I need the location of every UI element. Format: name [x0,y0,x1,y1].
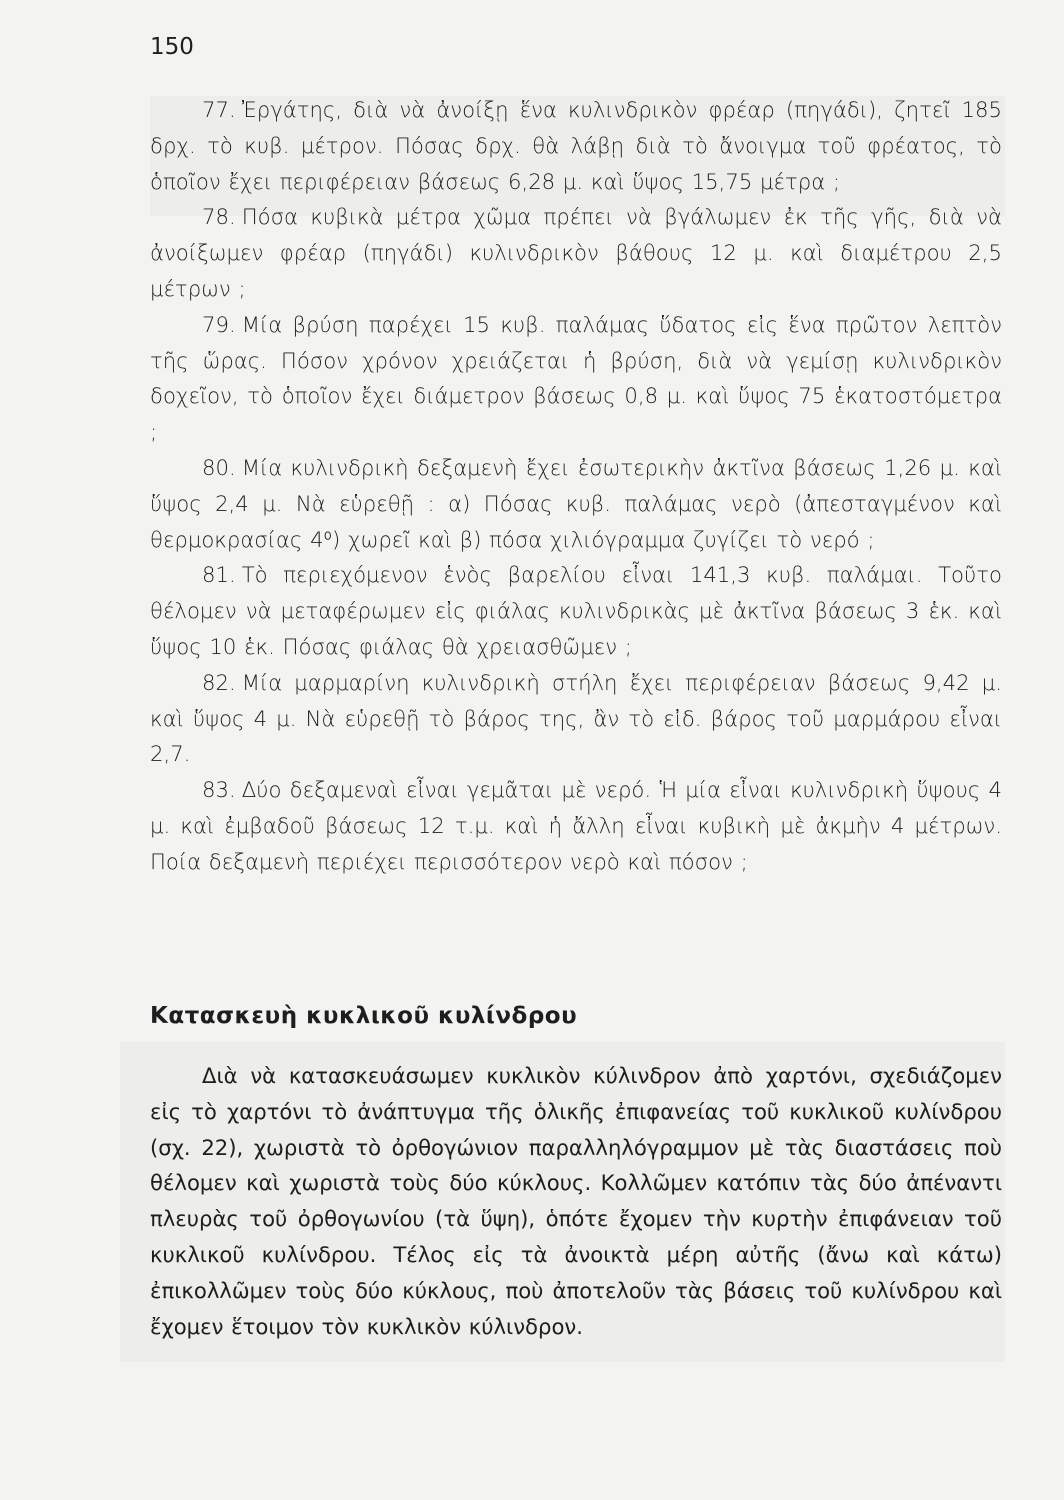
problem-text: Δύο δεξαμεναὶ εἶναι γεμᾶται μὲ νερό. Ἡ μία εἶναι κυλινδρικὴ ὕψους 4 μ. καὶ ἐμβαδοῦ βάσεως 12 τ.μ. καὶ ἡ ἄλλη εἶναι κυβικὴ μὲ ἀκμὴν 4 μέτρων. Ποία δεξαμενὴ περιέχει περισσότερον νερὸ καὶ πόσον ; [150,777,1002,874]
problem-83 [150,772,1002,879]
problem-text: Τὸ περιεχόμενον ἑνὸς βαρελίου εἶναι 141,3 κυβ. παλάμαι. Τοῦτο θέλομεν νὰ μεταφέρωμεν εἰς φιάλας κυλινδρικὰς μὲ ἀκτῖνα βάσεως 3 ἑκ. καὶ ὕψος 10 ἑκ. Πόσας φιάλας θὰ χρειασθῶμεν ; [150,562,1002,659]
problem-number: 83. [202,777,236,803]
problem-79 [150,307,1002,450]
problem-number: 77. [202,97,236,122]
problem-77 [150,92,1002,199]
problem-text: Ἐργάτης, διὰ νὰ ἀνοίξῃ ἕνα κυλινδρικὸν φρέαρ (πηγάδι), ζητεῖ 185 δρχ. τὸ κυβ. μέτρον. Πόσας δρχ. θὰ λάβῃ διὰ τὸ ἄνοιγμα τοῦ φρέατος, τὸ ὁποῖον ἔχει περιφέρειαν βάσεως 6,28 μ. καὶ ὕψος 15,75 μέτρα ; [150,97,1002,194]
problem-78 [150,199,1002,306]
problem-80 [150,450,1002,557]
problem-number: 80. [202,454,236,480]
problem-text: Πόσα κυβικὰ μέτρα χῶμα πρέπει νὰ βγάλωμεν ἐκ τῆς γῆς, διὰ νὰ ἀνοίξωμεν φρέαρ (πηγάδι) κυλινδρικὸν βάθους 12 μ. καὶ διαμέτρου 2,5 μέτρων ; [150,204,1002,301]
section-body: Διὰ νὰ κατασκευάσωμεν κυκλικὸν κύλινδρον ἀπὸ χαρτόνι, σχεδιάζομεν εἰς τὸ χαρτόνι τὸ ἀνάπτυγμα τῆς ὁλικῆς ἐπιφανείας τοῦ κυκλικοῦ κυλίνδρου (σχ. 22), χωριστὰ τὸ ὀρθογώνιον παραλληλόγραμμον μὲ τὰς διαστάσεις ποὺ θέλομεν καὶ χωριστὰ τοὺς δύο κύκλους. Κολλῶμεν κατόπιν τὰς δύο ἀπέναντι πλευρὰς τοῦ ὀρθογωνίου (τὰ ὕψη), ὁπότε ἔχομεν τὴν κυρτὴν ἐπιφάνειαν τοῦ κυκλικοῦ κυλίνδρου. Τέλος εἰς τὰ ἀνοικτὰ μέρη αὐτῆς (ἄνω καὶ κάτω) ἐπικολλῶμεν τοὺς δύο κύκλους, ποὺ ἀποτελοῦν τὰς βάσεις τοῦ κυλίνδρου καὶ ἔχομεν ἕτοιμον τὸν κυκλικὸν κύλινδρον. [150,1063,1002,1339]
problem-number: 79. [202,311,236,337]
problem-text: Μία μαρμαρίνη κυλινδρικὴ στήλη ἔχει περιφέρειαν βάσεως 9,42 μ. καὶ ὕψος 4 μ. Νὰ εὑρεθῇ τὸ βάρος της, ἂν τὸ εἰδ. βάρος τοῦ μαρμάρου εἶναι 2,7. [150,669,1002,767]
problem-number: 78. [202,204,236,230]
problem-number: 82. [202,669,236,695]
problem-82 [150,665,1002,772]
section-heading: Κατασκευὴ κυκλικοῦ κυλίνδρου [150,1003,578,1029]
problem-number: 81. [202,562,236,588]
problem-text: Μία βρύση παρέχει 15 κυβ. παλάμας ὕδατος εἰς ἕνα πρῶτον λεπτὸν τῆς ὥρας. Πόσον χρόνον χρειάζεται ἡ βρύση, διὰ νὰ γεμίσῃ κυλινδρικὸν δοχεῖον, τὸ ὁποῖον ἔχει διάμετρον βάσεως 0,8 μ. καὶ ὕψος 75 ἑκατοστόμετρα ; [150,311,1002,445]
page-number: 150 [150,34,194,60]
problem-text: Μία κυλινδρικὴ δεξαμενὴ ἔχει ἐσωτερικὴν ἀκτῖνα βάσεως 1,26 μ. καὶ ὕψος 2,4 μ. Νὰ εὑρεθῇ : α) Πόσας κυβ. παλάμας νερὸ (ἀπεσταγμένον καὶ θερμοκρασίας 4⁰) χωρεῖ καὶ β) πόσα χιλιόγραμμα ζυγίζει τὸ νερό ; [150,454,1002,552]
problem-81 [150,557,1002,664]
problems-list [150,92,1002,880]
